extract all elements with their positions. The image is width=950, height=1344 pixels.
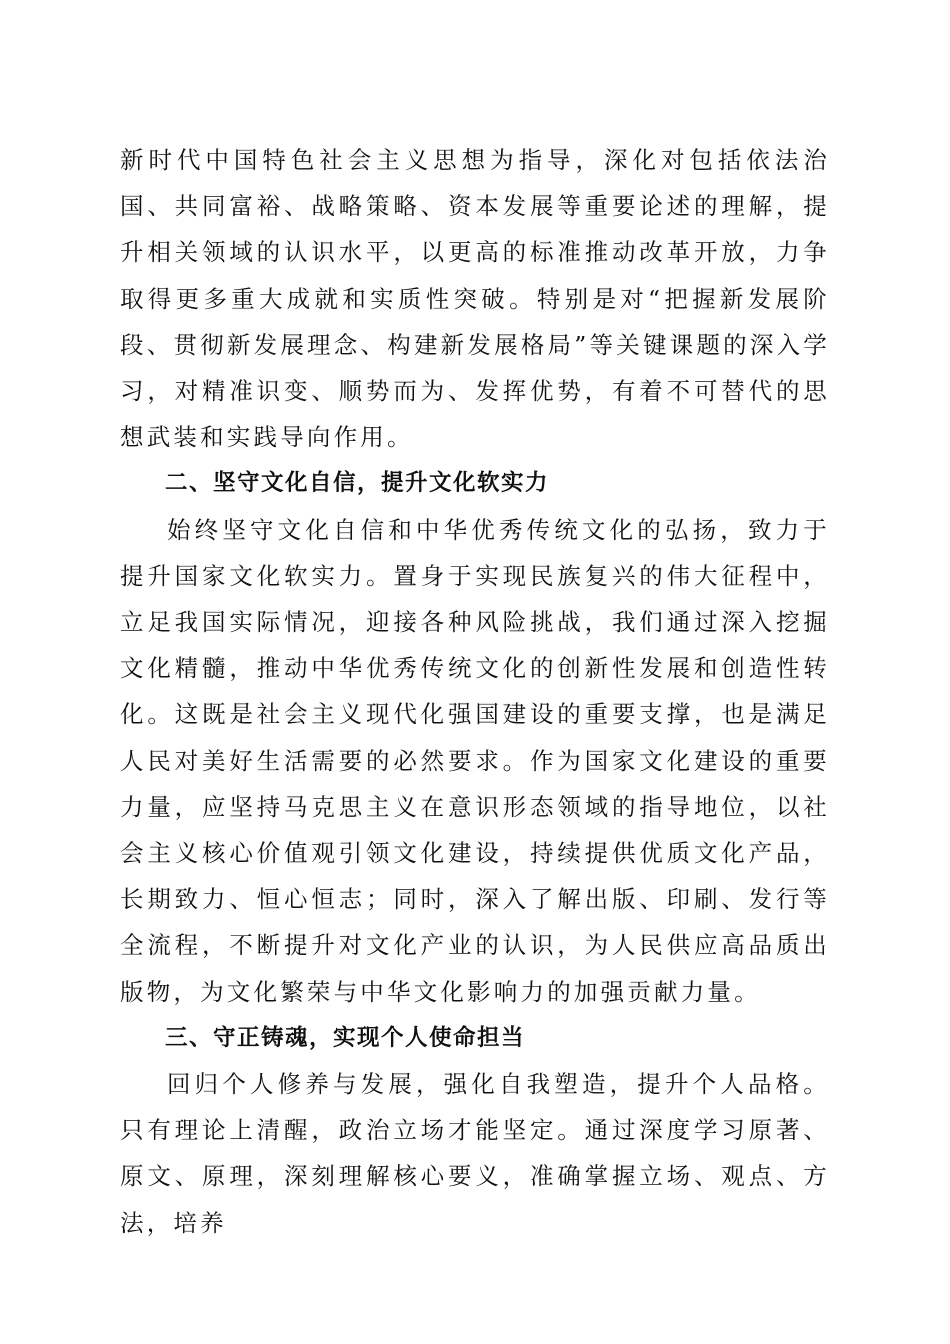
section-heading-2: 二、坚守文化自信，提升文化软实力 xyxy=(165,470,550,497)
paragraph-culture: 始终坚守文化自信和中华优秀传统文化的弘扬，致力于提升国家文化软实力。置身于实现民族复兴的伟大征程中，立足我国实际情况，迎接各种风险挑战，我们通过深入挖掘文化精髓，推动中华优秀传统文化的创新性发展和创造性转化。这既是社会主义现代化强国建设的重要支撑，也是满足人民对美好生活需要的必然要求。作为国家文化建设的重要力量，应坚持马克思主义在意识形态领域的指导地位，以社会主义核心价值观引领文化建设，持续提供优质文化产品，长期致力、恒心恒志；同时，深入了解出版、印刷、发行等全流程，不断提升对文化产业的认识，为人民供应高品质出版物，为文化繁荣与中华文化影响力的加强贡献力量。 xyxy=(120,515,830,1006)
paragraph-personal: 回归个人修养与发展，强化自我塑造，提升个人品格。只有理论上清醒，政治立场才能坚定。通过深度学习原著、原文、原理，深刻理解核心要义，准确掌握立场、观点、方法，培养 xyxy=(120,1070,830,1237)
paragraph-continued: 新时代中国特色社会主义思想为指导，深化对包括依法治国、共同富裕、战略策略、资本发展等重要论述的理解，提升相关领域的认识水平，以更高的标准推动改革开放，力争取得更多重大成就和实质性突破。特别是对“把握新发展阶段、贯彻新发展理念、构建新发展格局”等关键课题的深入学习，对精准识变、顺势而为、发挥优势，有着不可替代的思想武装和实践导向作用。 xyxy=(120,146,830,452)
document-body xyxy=(120,137,830,1246)
section-heading-3: 三、守正铸魂，实现个人使命担当 xyxy=(165,1024,526,1051)
